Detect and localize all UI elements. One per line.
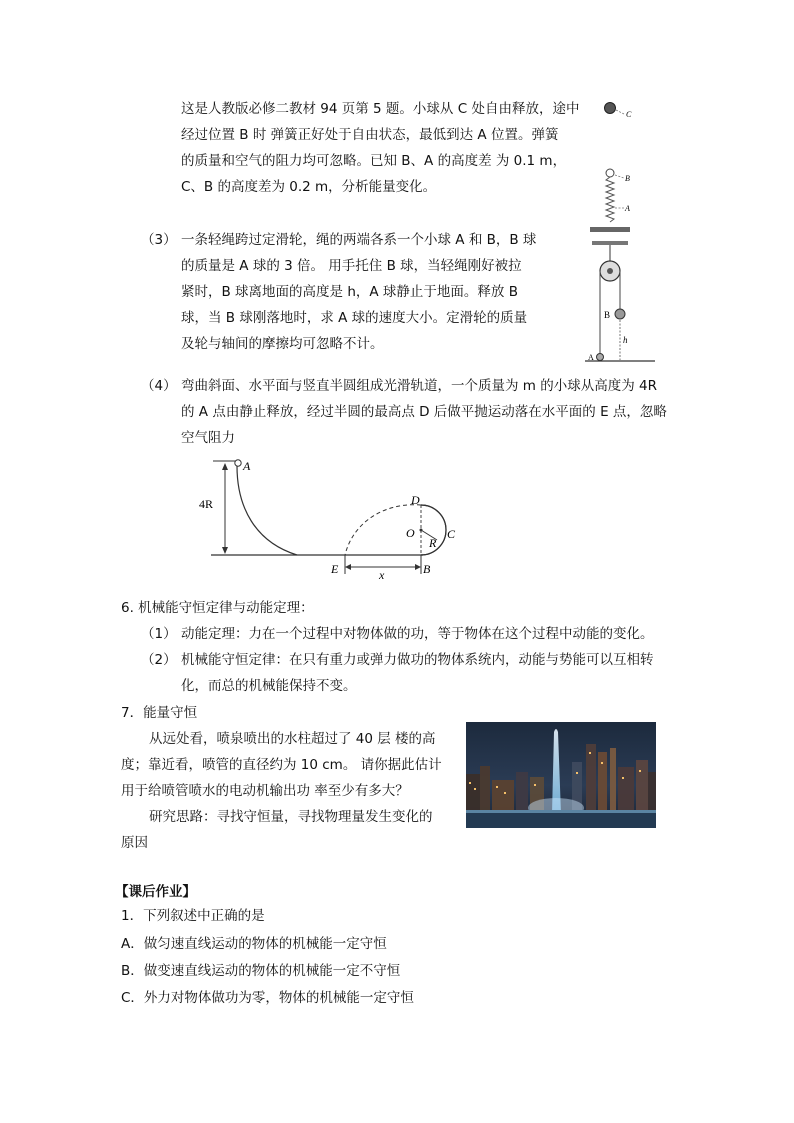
label-h: h — [623, 335, 628, 345]
fountain-text-line-4: 研究思路：寻找守恒量，寻找物理量发生变化的 — [149, 809, 433, 825]
homework-question-1: 1．下列叙述中正确的是 — [121, 908, 265, 924]
pulley-ceiling — [592, 241, 628, 245]
label-r: R — [429, 536, 437, 550]
fountain-text-line-1: 从远处看，喷泉喷出的水柱超过了 40 层 楼的高 — [149, 731, 436, 747]
label-a-spring: A — [625, 204, 630, 213]
fountain-text-line-3: 用于给喷管喷水的电动机输出功 率至少有多大？ — [121, 783, 409, 799]
spring-problem-line-3: 的质量和空气的阻力均可忽略。已知 B、A 的高度差 为 0.1 m， — [181, 153, 567, 169]
fountain-text-line-2: 度；靠近看，喷管的直径约为 10 cm。 请你据此估计 — [121, 757, 442, 773]
ball-a — [235, 460, 241, 466]
spring-problem-line-1: 这是人教版必修二教材 94 页第 5 题。小球从 C 处自由释放，途中 — [181, 101, 580, 117]
section-6-item-2-line-1: 机械能守恒定律：在只有重力或弹力做功的物体系统内，动能与势能可以互相转 — [181, 652, 654, 668]
label-b-pulley: B — [604, 310, 611, 320]
label-b-spring: B — [625, 174, 630, 183]
section-6-title: 6. 机械能守恒定律与动能定理： — [121, 600, 314, 616]
label-x: x — [379, 568, 385, 582]
label-o: O — [406, 526, 415, 540]
spring-base — [590, 227, 630, 232]
ball-c — [605, 103, 616, 114]
track-problem-line-2: 的 A 点由静止释放，经过半圆的最高点 D 后做平抛运动落在水平面的 E 点，忽略 — [181, 404, 667, 420]
spring-pulley-figure — [580, 95, 670, 370]
track-problem-line-3: 空气阻力 — [181, 430, 235, 446]
track-problem-line-1: 弯曲斜面、水平面与竖直半圆组成光滑轨道，一个质量为 m 的小球从高度为 4R — [181, 378, 657, 394]
option-a: A．做匀速直线运动的物体的机械能一定守恒 — [121, 936, 387, 952]
pulley-problem-line-1: 一条轻绳跨过定滑轮，绳的两端各系一个小球 A 和 B，B 球 — [181, 232, 537, 248]
curved-slope — [237, 466, 297, 555]
label-a-pulley: A — [588, 353, 594, 362]
section-6-item-2-line-2: 化，而总的机械能保持不变。 — [181, 678, 357, 694]
pulley-problem-line-2: 的质量是 A 球的 3 倍。 用手托住 B 球，当轻绳刚好被拉 — [181, 258, 522, 274]
option-c: C．外力对物体做功为零，物体的机械能一定守恒 — [121, 990, 414, 1006]
ball-b — [615, 309, 625, 319]
pulley-problem-line-4: 球，当 B 球刚落地时，求 A 球的速度大小。定滑轮的质量 — [181, 310, 528, 326]
track-figure — [185, 452, 465, 584]
fountain-text-line-5: 原因 — [121, 835, 148, 851]
section-7-title: 7．能量守恒 — [121, 705, 198, 721]
label-d: D — [411, 493, 420, 507]
ball-a — [597, 354, 604, 361]
option-b: B．做变速直线运动的物体的机械能一定不守恒 — [121, 963, 401, 979]
homework-heading: 【课后作业】 — [115, 884, 196, 900]
spring-problem-line-4: C、B 的高度差为 0.2 m，分析能量变化。 — [181, 179, 437, 195]
problem-4-number: （4） — [141, 378, 177, 394]
section-6-item-2-number: （2） — [141, 652, 177, 668]
pulley-problem-line-3: 紧时，B 球离地面的高度是 h，A 球静止于地面。释放 B — [181, 284, 518, 300]
fountain-photo — [466, 722, 656, 828]
label-c: C — [447, 527, 456, 541]
spring-problem-line-2: 经过位置 B 时 弹簧正好处于自由状态，最低到达 A 位置。弹簧 — [181, 127, 559, 143]
problem-3-number: （3） — [141, 232, 177, 248]
label-4r: 4R — [199, 497, 214, 511]
label-a: A — [243, 459, 251, 473]
label-e: E — [331, 562, 339, 576]
pulley-problem-line-5: 及轮与轴间的摩擦均可忽略不计。 — [181, 336, 384, 352]
section-6-item-1-number: （1） — [141, 626, 177, 642]
pulley-axle — [607, 268, 613, 274]
label-b: B — [423, 562, 431, 576]
spring — [606, 177, 614, 222]
label-c: C — [626, 110, 632, 119]
section-6-item-1-text: 动能定理：力在一个过程中对物体做的功，等于物体在这个过程中动能的变化。 — [181, 626, 654, 642]
